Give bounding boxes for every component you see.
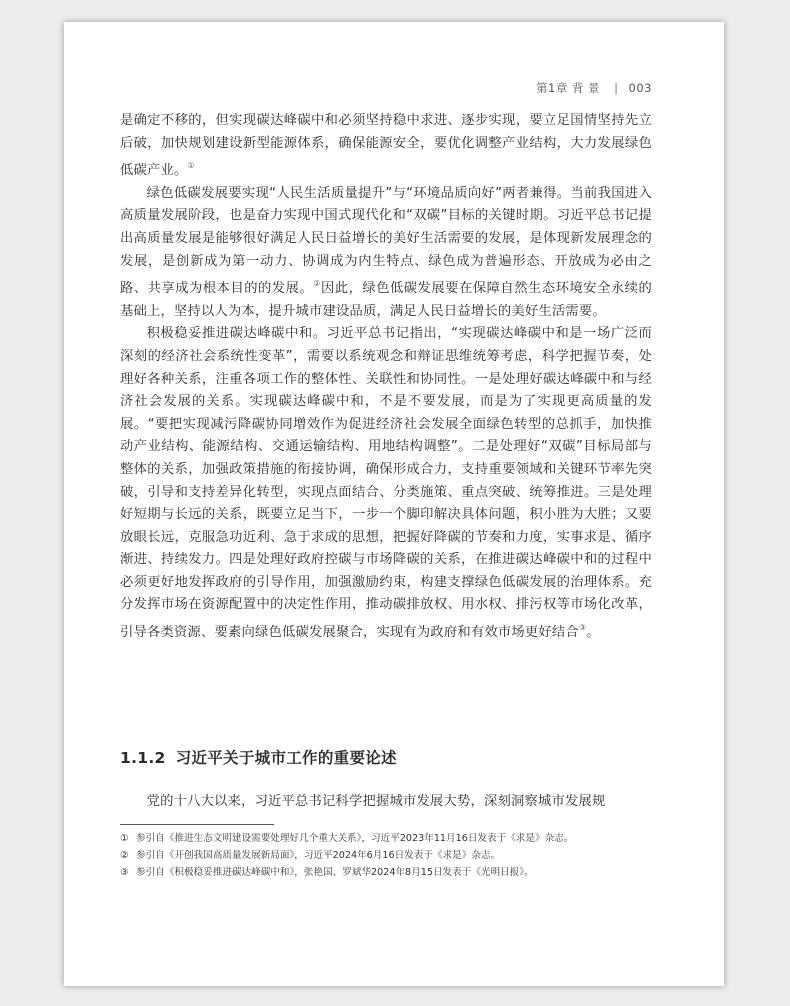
chapter-title: 第1章 背 景 xyxy=(536,81,601,95)
footnote-ref-2: ② xyxy=(313,279,321,289)
footnote-divider xyxy=(120,824,274,825)
header-separator: | xyxy=(614,81,619,95)
footnote-1: ① 参引自《推进生态文明建设需要处理好几个重大关系》，习近平2023年11月16日发表于《求是》杂志。 xyxy=(120,833,574,844)
section-number: 1.1.2 xyxy=(120,749,166,767)
section-heading xyxy=(120,746,397,768)
paragraph-1: 是确定不移的，但实现碳达峰碳中和必须坚持稳中求进、逐步实现，要立足国情坚持先立后破，加快规划建设新型能源体系，确保能源安全，要优化调整产业结构，大力发展绿色低碳产业。① xyxy=(120,113,652,179)
running-header xyxy=(536,80,652,96)
footnote-ref-3: ③ xyxy=(578,623,587,633)
section-first-paragraph: 党的十八大以来，习近平总书记科学把握城市发展大势，深刻洞察城市发展规 xyxy=(146,794,606,809)
paragraph-2: 绿色低碳发展要实现“人民生活质量提升”与“环境品质向好”两者兼得。当前我国进入高质量发展阶段，也是奋力实现中国式现代化和“双碳”目标的关键时期。习近平总书记提出高质量发展是能够很好满足人民日益增长的美好生活需要的发展，是体现新发展理念的发展，是创新成为第一动力、协调成为内生特点、绿色成为普遍形态、开放成为必由之路、共享成为根本目的的发展。②因此，绿色低碳发展要在保障自然生态环境安全永续的基础上，坚持以人为本，提升城市建设品质，满足人民日益增长的美好生活需要。 xyxy=(120,185,652,319)
footnote-ref-1: ① xyxy=(187,161,195,171)
footnote-3: ③ 参引自《积极稳妥推进碳达峰碳中和》，张艳国、罗斌华2024年8月15日发表于《光明日报》。 xyxy=(120,867,534,878)
paragraph-3: 积极稳妥推进碳达峰碳中和。习近平总书记指出，“实现碳达峰碳中和是一场广泛而深刻的经济社会系统性变革”，需要以系统观念和辩证思维统筹考虑，科学把握节奏，处理好各种关系，注重各项工作的整体性、关联性和协同性。一是处理好碳达峰碳中和与经济社会发展的关系。实现碳达峰碳中和，不是不要发展，而是为了实现更高质量的发展。“要把实现减污降碳协同增效作为促进经济社会发展全面绿色转型的总抓手，加快推动产业结构、能源结构、交通运输结构、用地结构调整”。二是处理好“双碳”目标局部与整体的关系，加强政策措施的衔接协调，确保形成合力，支持重要领域和关键环节率先突破，引导和支持差异化转型，实现点面结合、分类施策、重点突破、统筹推进。三是处理好短期与长远的关系，既要立足当下，一步一个脚印解决具体问题，积小胜为大胜；又要放眼长远，克服急功近利、急于求成的思想，把握好降碳的节奏和力度，实事求是、循序渐进、持续发力。四是处理好政府控碳与市场降碳的关系，在推进碳达峰碳中和的过程中必须更好地发挥政府的引导作用，加强激励约束，构建支撑绿色低碳发展的治理体系。充分发挥市场在资源配置中的决定性作用，推动碳排放权、用水权、排污权等市场化改革，引导各类资源、要素向绿色低碳发展聚合，实现有为政府和有效市场更好结合③。 xyxy=(120,326,652,641)
section-title: 习近平关于城市工作的重要论述 xyxy=(175,749,397,767)
footnote-2: ② 参引自《开创我国高质量发展新局面》，习近平2024年6月16日发表于《求是》杂志。 xyxy=(120,850,501,861)
footnotes xyxy=(120,830,660,881)
page-number: 003 xyxy=(628,81,652,95)
body-text xyxy=(120,110,652,645)
